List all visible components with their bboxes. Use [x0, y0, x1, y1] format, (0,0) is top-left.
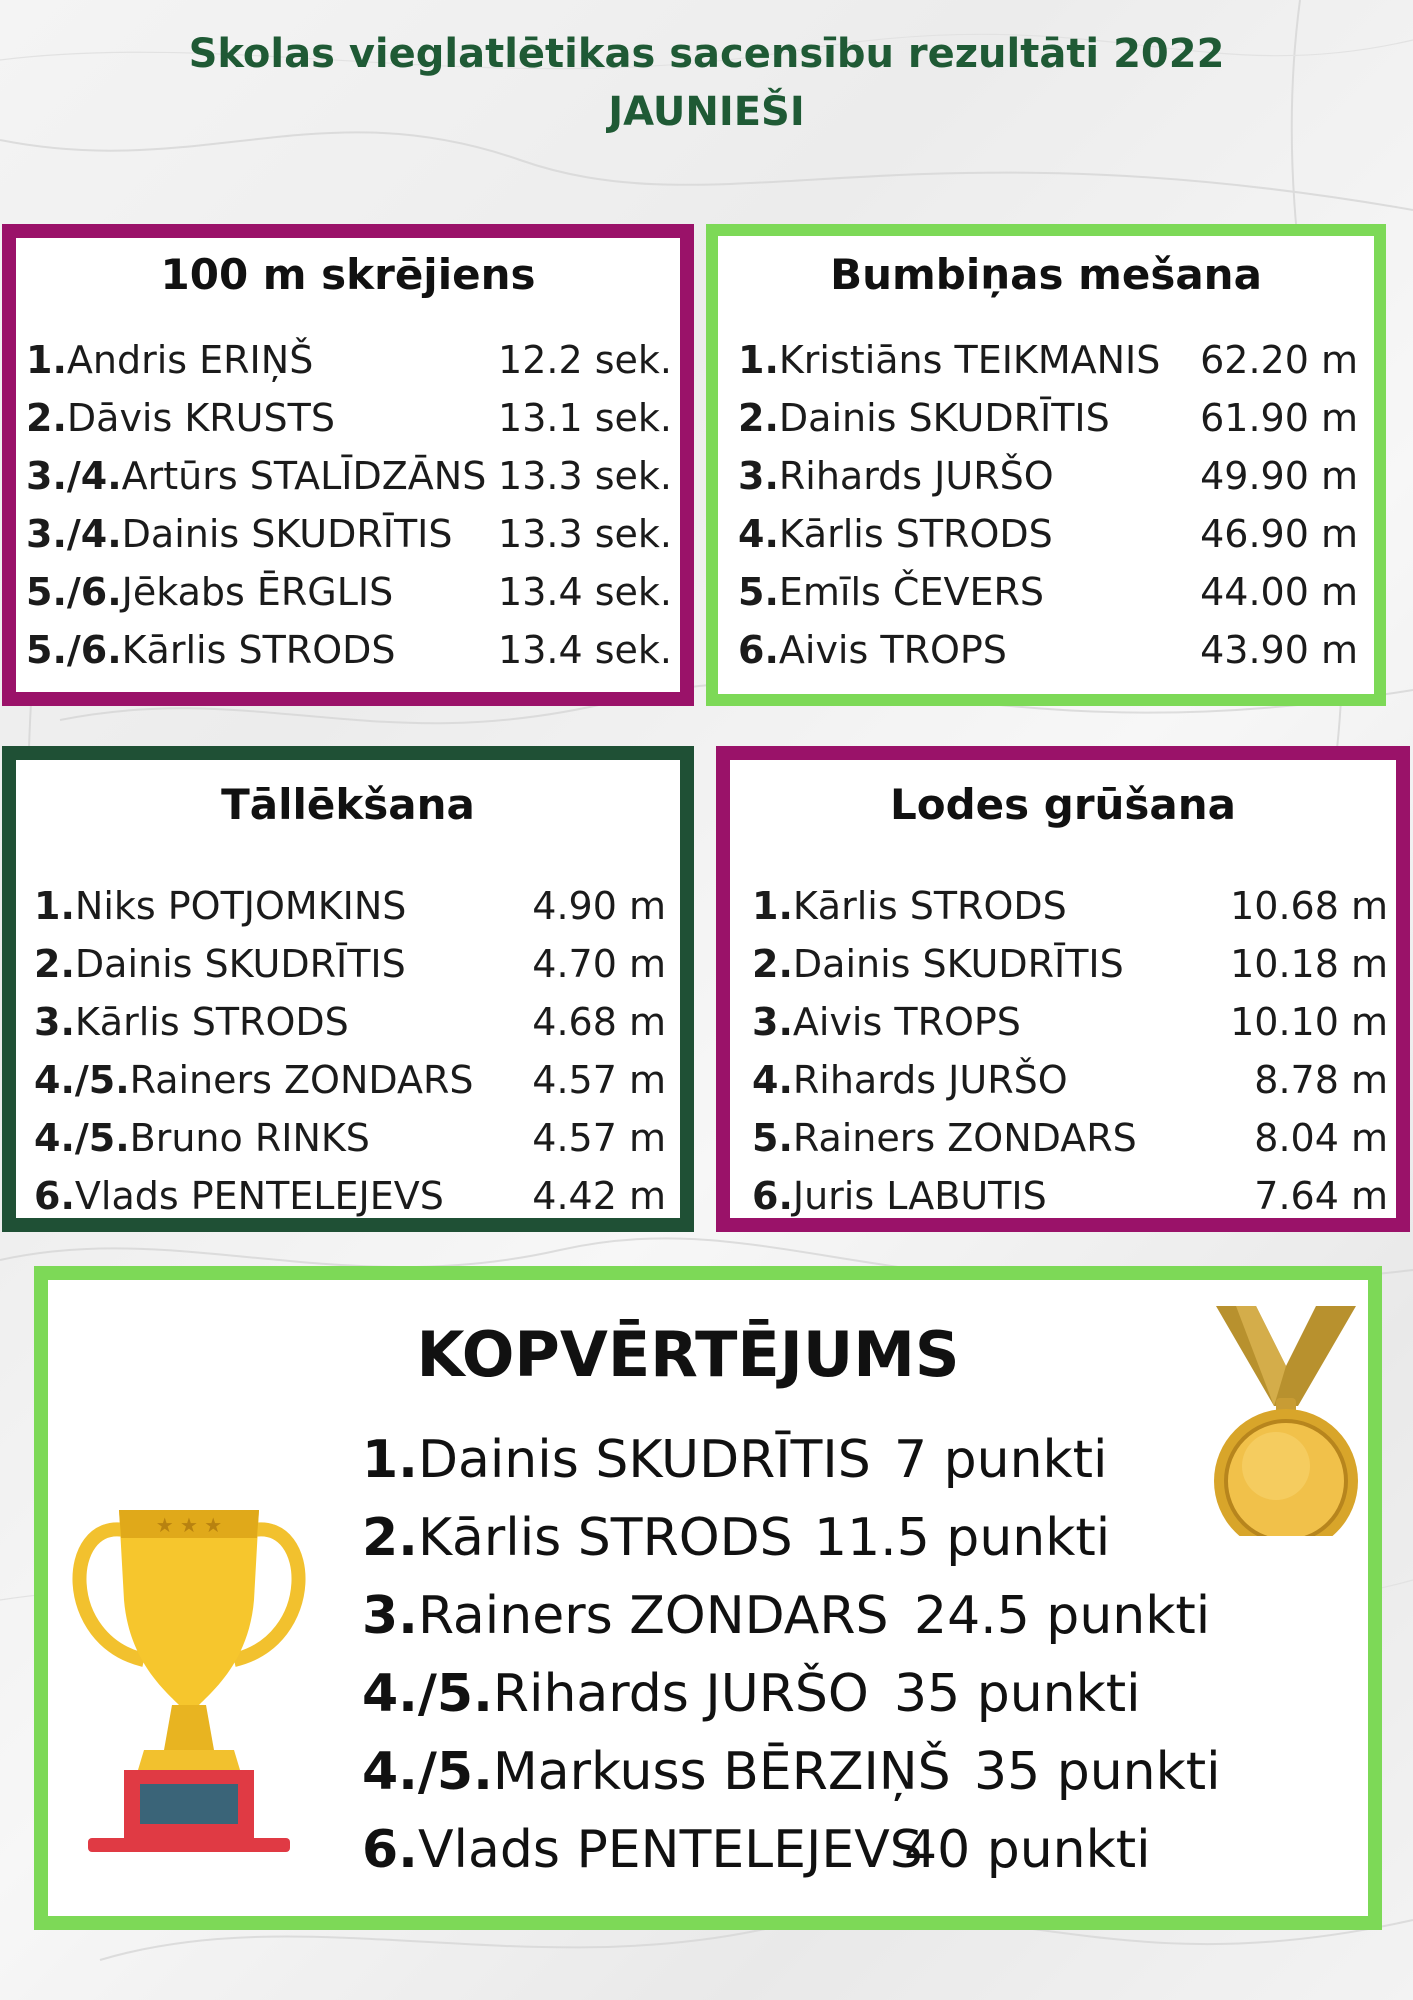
list-item: 4.Kārlis STRODS 46.90 m [738, 512, 1358, 556]
long-jump-title: Tāllēkšana [221, 780, 475, 829]
overall-row: 1.Dainis SKUDRĪTIS 7 punkti [362, 1430, 1108, 1490]
overall-row: 4./5.Rihards JURŠO 35 punkti [362, 1664, 1141, 1724]
sprint-results-card [2, 224, 694, 706]
list-item: 6.Aivis TROPS 43.90 m [738, 628, 1358, 672]
list-item: 3./4.Artūrs STALĪDZĀNS 13.3 sek. [26, 454, 672, 498]
list-item: 4.Rihards JURŠO 8.78 m [752, 1058, 1388, 1102]
list-item: 3.Aivis TROPS 10.10 m [752, 1000, 1388, 1044]
page-title: Skolas vieglatlētikas sacensību rezultāti 2022 [188, 31, 1225, 77]
list-item: 1.Kristiāns TEIKMANIS 62.20 m [738, 338, 1358, 382]
gold-medal-icon [1206, 1296, 1366, 1536]
list-item: 2.Dainis SKUDRĪTIS 10.18 m [752, 942, 1388, 986]
list-item: 1.Kārlis STRODS 10.68 m [752, 884, 1388, 928]
long-jump-results-card [2, 746, 694, 1232]
list-item: 1.Andris ERIŅŠ 12.2 sek. [26, 338, 672, 382]
list-item: 1.Niks POTJOMKINS 4.90 m [34, 884, 666, 928]
ball-throw-title: Bumbiņas mešana [830, 250, 1262, 299]
ball-throw-results-card [706, 224, 1386, 706]
list-item: 5./6.Kārlis STRODS 13.4 sek. [26, 628, 672, 672]
shot-put-results-card [716, 746, 1410, 1232]
shot-put-title: Lodes grūšana [889, 780, 1237, 829]
overall-standings-card [34, 1266, 1382, 1930]
list-item: 2.Dainis SKUDRĪTIS 4.70 m [34, 942, 666, 986]
overall-row: 2.Kārlis STRODS 11.5 punkti [362, 1508, 1111, 1568]
list-item: 6.Vlads PENTELEJEVS 4.42 m [34, 1174, 666, 1218]
trophy-icon [64, 1490, 314, 1860]
svg-text:★ ★ ★: ★ ★ ★ [155, 1513, 223, 1537]
sprint-title: 100 m skrējiens [160, 250, 536, 299]
page-header [0, 26, 1413, 142]
list-item: 5./6.Jēkabs ĒRGLIS 13.4 sek. [26, 570, 672, 614]
overall-row: 3.Rainers ZONDARS 24.5 punkti [362, 1586, 1211, 1646]
overall-row: 4./5.Markuss BĒRZIŅŠ 35 punkti [362, 1742, 1221, 1802]
list-item: 2.Dāvis KRUSTS 13.1 sek. [26, 396, 672, 440]
overall-row: 6.Vlads PENTELEJEVS 40 punkti [362, 1820, 1151, 1880]
overall-title: KOPVĒRTĒJUMS [416, 1318, 960, 1391]
list-item: 4./5.Bruno RINKS 4.57 m [34, 1116, 666, 1160]
list-item: 3.Kārlis STRODS 4.68 m [34, 1000, 666, 1044]
list-item: 4./5.Rainers ZONDARS 4.57 m [34, 1058, 666, 1102]
list-item: 5.Rainers ZONDARS 8.04 m [752, 1116, 1388, 1160]
list-item: 3./4.Dainis SKUDRĪTIS 13.3 sek. [26, 512, 672, 556]
list-item: 2.Dainis SKUDRĪTIS 61.90 m [738, 396, 1358, 440]
list-item: 5.Emīls ČEVERS 44.00 m [738, 570, 1358, 614]
page-subtitle: JAUNIEŠI [608, 89, 805, 135]
list-item: 3.Rihards JURŠO 49.90 m [738, 454, 1358, 498]
list-item: 6.Juris LABUTIS 7.64 m [752, 1174, 1388, 1218]
